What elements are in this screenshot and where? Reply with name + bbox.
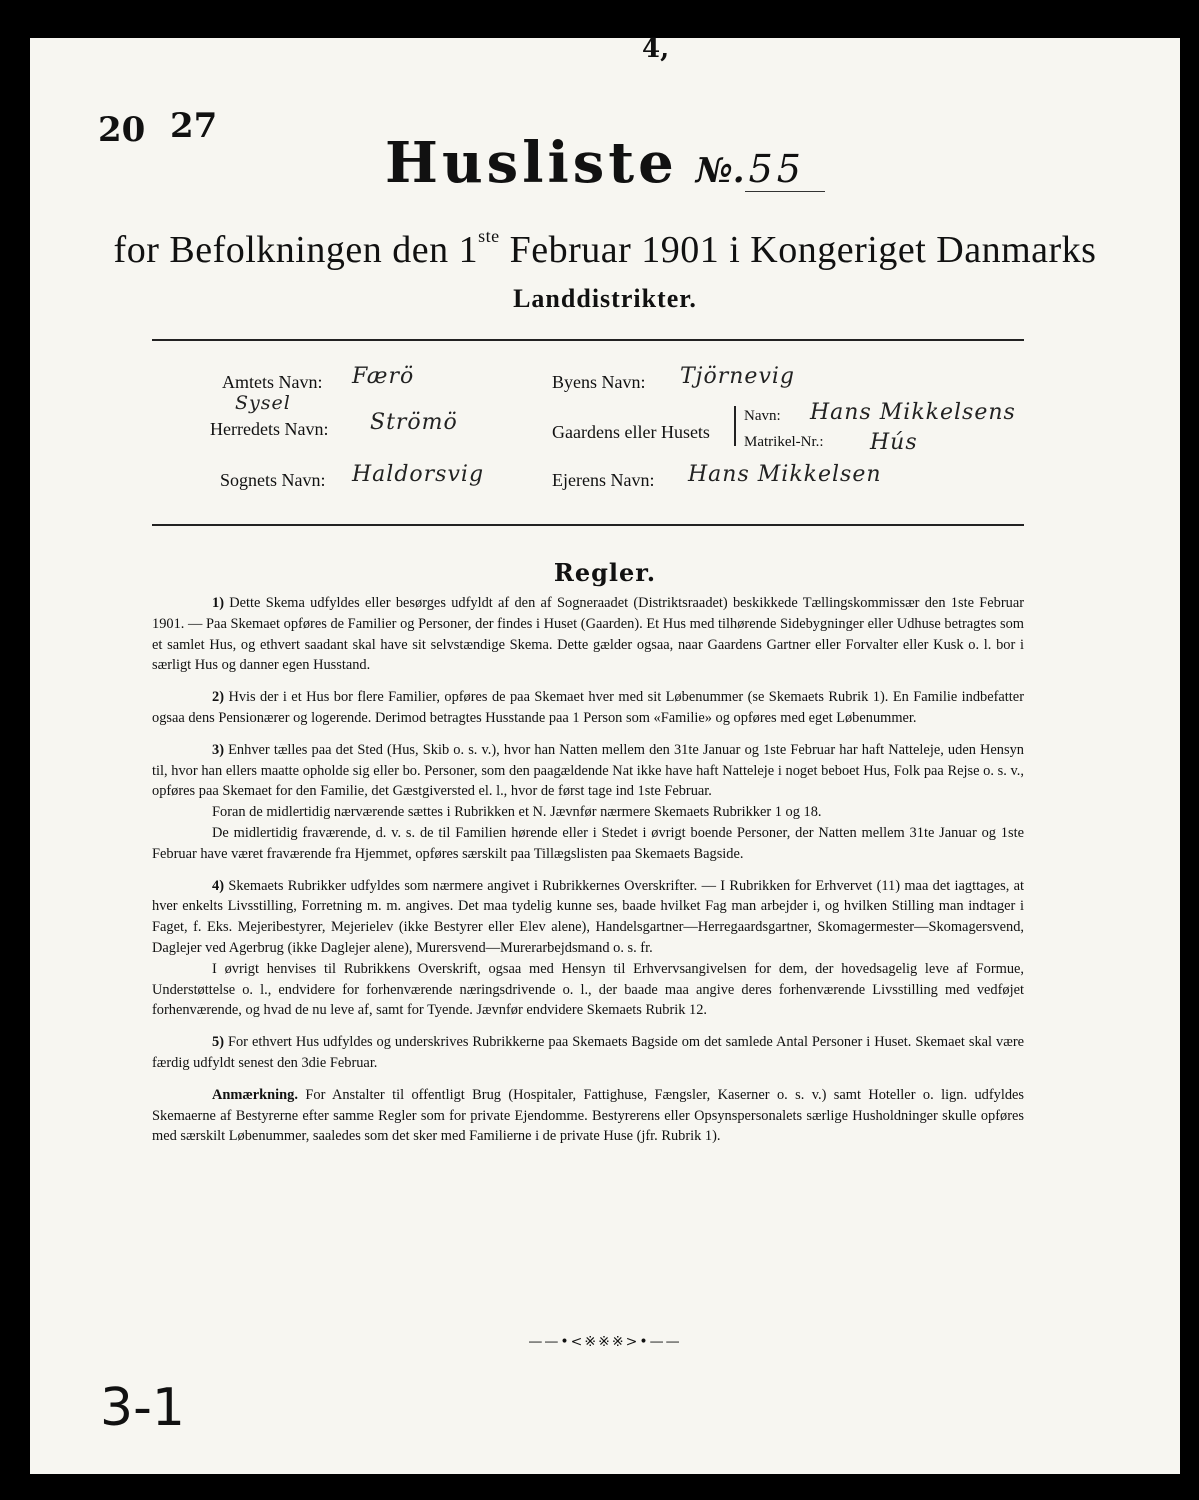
- title-text: Husliste: [385, 130, 678, 196]
- rule-1: [152, 593, 1024, 676]
- note-label: Anmærkning.: [212, 1086, 298, 1103]
- rule-4-text: Skemaets Rubrikker udfyldes som nærmere angivet i Rubrikkernes Overskrifter. — I Rubrikken for Erhvervet (11) maa det iagttages, at hver enkelts Livsstilling, Forretning m. m. angives. Det maa tydelig kunne ses, baade hvilket Fag man arbejder i, og hvilken Stilling man indtager i Faget, f. Eks. Mejeribestyrer, Mejerielev (ikke Bestyrer eller Elev alene), Handelsgartner—Herregaardsgartner, Skomagermester—Skomagersvend, Daglejer ved Agerbrug (ikke Daglejer alene), Murersvend—Murerarbejdsmand o. s. fr.: [152, 877, 1024, 956]
- byens-label: Byens Navn:: [552, 372, 646, 392]
- note-text: For Anstalter til offentligt Brug (Hospitaler, Fattighuse, Fængsler, Kaserner o. s. v.) samt Hoteller o. lign. udfyldes Skemaerne af Bestyrerne efter samme Regler som for private Ejendomme. Bestyrerens eller Opsynspersonalets særlige Husholdninger skulle opføres med særskilt Løbenummer, saaledes som det sker med Familierne i de private Huse (jfr. Rubrik 1).: [152, 1086, 1025, 1145]
- navn-value: Hans Mikkelsens: [810, 400, 1016, 425]
- ejer-value: Hans Mikkelsen: [688, 462, 882, 487]
- rule-3c: De midlertidig fraværende, d. v. s. de til Familien hørende eller i Stedet i øvrigt boende Personer, der Natten mellem 31te Januar og 1ste Februar have været fraværende fra Hjemmet, opføres særskilt paa Tillægslisten paa Skemaets Bagside.: [152, 824, 1024, 862]
- census-form-page: [30, 34, 1180, 1474]
- sogn-label: Sognets Navn:: [220, 470, 326, 490]
- rule-4-number: 4): [212, 877, 224, 894]
- form-subtitle: [30, 226, 1180, 272]
- rules-body: [152, 593, 1024, 1158]
- rule-1-text: Dette Skema udfyldes eller besørges udfyldt af den af Sogneraadet (Distriktsraadet) beskikkede Tællingskommissær den 1ste Februar 1901. — Paa Skemaet opføres de Familier og Personer, der findes i Huset (Gaarden). Et Hus med tilhørende Sidebygninger eller Udhuse betragtes som et samlet Hus, og ethvert saadant skal have sit selvstændige Skema. Dette gælder ogsaa, naar Gaardens Gartner eller Forvalter eller Kusk o. l. bor i særligt Hus og danner egen Husstand.: [152, 595, 1024, 674]
- district-label: Landdistrikter.: [513, 284, 697, 313]
- rule-1-number: 1): [212, 595, 224, 611]
- amt-label: Amtets Navn:: [222, 372, 323, 392]
- rule-3: [152, 740, 1024, 802]
- amt-value: Færö: [352, 364, 415, 389]
- rule-3-number: 3): [212, 741, 224, 758]
- navn-label: Navn:: [744, 408, 781, 424]
- gaard-label: Gaardens eller Husets: [552, 422, 710, 442]
- note: [152, 1085, 1024, 1147]
- margin-number-left: 20: [98, 110, 146, 150]
- form-title: [30, 130, 1180, 196]
- rule-5-text: For ethvert Hus udfyldes og underskrives Rubrikkerne paa Skemaets Bagside om det samlede Antal Personer i Huset. Skemaet skal være færdig udfyldt senest den 3die Februar.: [152, 1034, 1024, 1071]
- subtitle-sup: ste: [478, 226, 500, 246]
- subtitle-pre: for Befolkningen den 1: [113, 229, 479, 271]
- herred-label: Herredets Navn:: [210, 419, 329, 439]
- rule-4: [152, 876, 1024, 959]
- subtitle-post: Februar 1901 i Kongeriget Danmarks: [499, 229, 1097, 271]
- rule-5-number: 5): [212, 1034, 224, 1051]
- sogn-value: Haldorsvig: [352, 462, 485, 487]
- rule-2-number: 2): [212, 689, 224, 706]
- rule-2-text: Hvis der i et Hus bor flere Familier, opføres de paa Skemaet hver med sit Løbenummer (se Skemaets Rubrik 1). En Familie indbefatter ogsaa dens Pensionærer og logerende. Derimod betragtes Husstande paa 1 Person som «Familie» og opføres med eget Løbenummer.: [152, 689, 1024, 726]
- byens-value: Tjörnevig: [680, 364, 795, 389]
- matr-value: Hús: [870, 430, 918, 455]
- house-number: 55: [745, 147, 825, 192]
- herred-value: Strömö: [370, 410, 458, 435]
- rule-3b: Foran de midlertidig nærværende sættes i Rubrikken et N. Jævnfør nærmere Skemaets Rubrikker 1 og 18.: [212, 804, 822, 821]
- ejer-label: Ejerens Navn:: [552, 470, 655, 490]
- rule-4b: I øvrigt henvises til Rubrikkens Overskrift, ogsaa med Hensyn til Erhvervsangivelsen for dem, der hovedsagelig leve af Formue, Understøttelse o. l., endvidere for forhenværende næringsdrivende o. l., der baade maa angive deres forhenværende Livsstilling med vedføjet forhenværende, og hvad de nu leve af, samt for Tyende. Jævnfør endvidere Skemaets Rubrik 12.: [152, 960, 1024, 1019]
- gaard-bracket: [734, 406, 736, 446]
- rule-3-text: Enhver tælles paa det Sted (Hus, Skib o. s. v.), hvor han Natten mellem den 31te Januar og 1ste Februar har haft Natteleje, uden Hensyn til, hvor han ellers maatte opholde sig eller bo. Personer, som den paagældende Nat ikke have haft Natteleje i noget beboet Hus, Folk paa Rejse o. s. v., opføres paa Skemaet for den Familie, det Gæstgiversted el. l., hvor de først tage ind 1ste Februar.: [152, 741, 1024, 800]
- divider-bottom: [152, 524, 1024, 526]
- matr-label: Matrikel-Nr.:: [744, 434, 824, 450]
- rules-heading: Regler.: [553, 558, 657, 587]
- handwritten-mark: 3-1: [100, 1378, 185, 1438]
- ornament: ——•<※※※>•——: [528, 1334, 682, 1350]
- divider-top: [152, 339, 1024, 341]
- margin-number-right: 27: [170, 106, 218, 146]
- herred-overwrite: Sysel: [235, 392, 291, 414]
- rule-5: [152, 1032, 1024, 1074]
- rule-2: [152, 687, 1024, 729]
- top-mark: 4,: [642, 34, 670, 64]
- number-label: №.: [695, 151, 745, 191]
